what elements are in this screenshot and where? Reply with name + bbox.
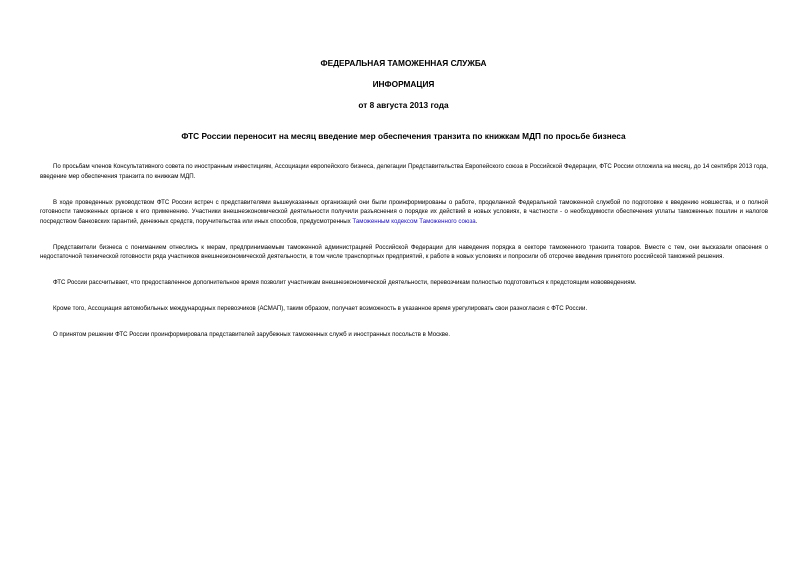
paragraph-text: Кроме того, Ассоциация автомобильных международных перевозчиков (АСМАП), таким образом, получает возможность в указанное время урегулировать свои разногласия с ФТС России. (53, 305, 588, 313)
paragraph-notification (40, 330, 768, 340)
paragraph-business-concerns (40, 243, 768, 262)
paragraph-postponement (40, 162, 768, 181)
paragraph-text-end: . (475, 217, 478, 225)
paragraph-text: Представители бизнеса с пониманием отнеслись к мерам, предпринимаемым таможенной администрацией Российской Федерации для наведения порядка в секторе таможенного транзита товаров. Вместе с тем, они высказали опасения о недостаточной технической готовности ряда участников внешнеэкономической деятельности, в том числе транспортных предприятий, к работе в новых условиях и попросили об отсрочке введения принятого российской таможней решения. (40, 243, 768, 261)
document-type: ИНФОРМАЦИЯ (372, 79, 435, 89)
paragraph-meetings (40, 198, 768, 227)
paragraph-text: В ходе проведенных руководством ФТС России встреч с представителями вышеуказанных организаций они были проинформированы о работе, проделанной Федеральной таможенной службой по подготовке к введению новшества, и о полной готовности таможенных органов к его применению. Участники внешнеэкономической деятельности получили разъяснения о порядке их действий в новых условиях, в частности - о необходимости обеспечения уплаты таможенных пошлин и налогов посредством банковских гарантий, денежных средств, поручительства или иных способов, предусмотренных (40, 198, 768, 225)
document-title: ФТС России переносит на месяц введение мер обеспечения транзита по книжкам МДП по просьбе бизнеса (181, 131, 626, 141)
paragraph-text: По просьбам членов Консультативного совета по иностранным инвестициям, Ассоциации европейского бизнеса, делегации Представительства Европейского союза в Российской Федерации, ФТС России отложила на месяц, до 14 сентября 2013 года, введение мер обеспечения транзита по книжкам МДП. (40, 163, 768, 180)
agency-name: ФЕДЕРАЛЬНАЯ ТАМОЖЕННАЯ СЛУЖБА (320, 58, 487, 68)
customs-code-link[interactable]: Таможенным кодексом Таможенного союза (352, 217, 476, 225)
paragraph-text: О принятом решении ФТС России проинформировала представителей зарубежных таможенных служб и иностранных посольств в Москве. (53, 331, 451, 339)
document-date: от 8 августа 2013 года (358, 100, 449, 110)
paragraph-text: ФТС России рассчитывает, что предоставленное дополнительное время позволит участникам внешнеэкономической деятельности, перевозчикам полностью подготовиться к предстоящим нововведениям. (53, 279, 637, 287)
paragraph-additional-time (40, 278, 768, 288)
document-body (40, 162, 768, 356)
paragraph-asmap (40, 304, 768, 314)
